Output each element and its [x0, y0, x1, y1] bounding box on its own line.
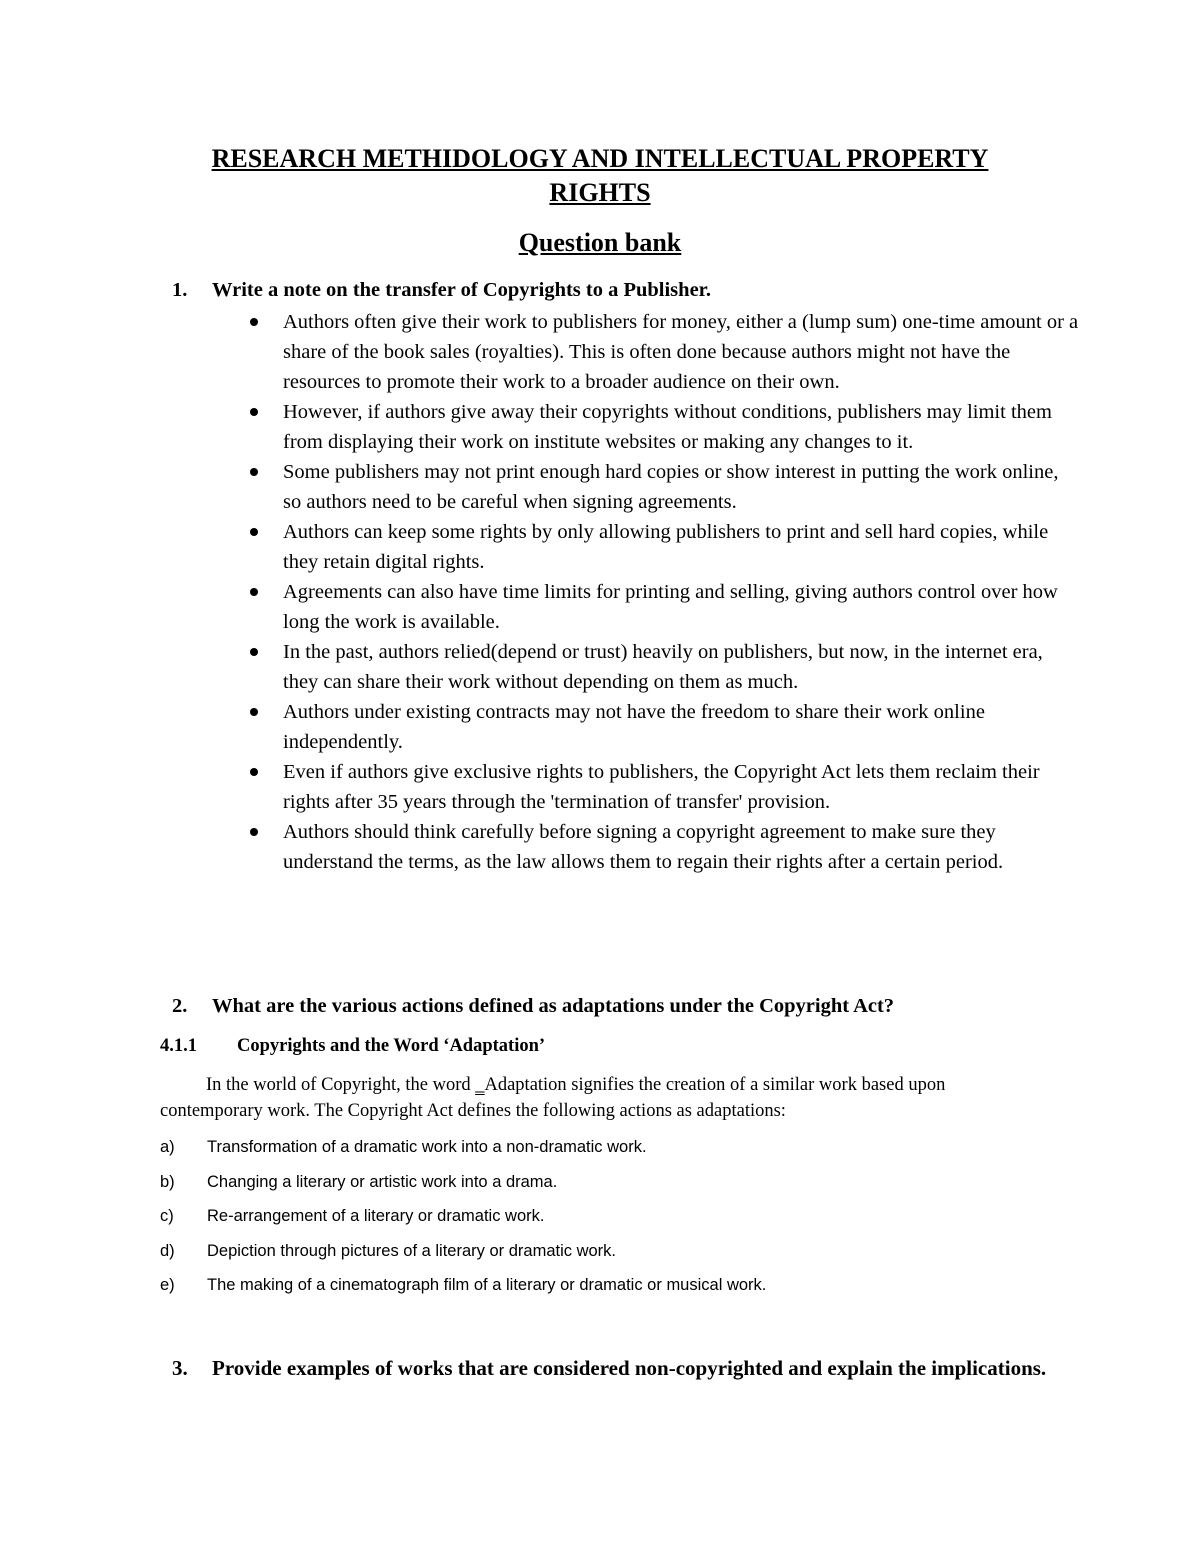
bullet-text: Agreements can also have time limits for printing and selling, giving authors control over how long the work is available. [283, 581, 1058, 633]
bullet-text: However, if authors give away their copyrights without conditions, publishers may limit them from displaying their work on institute websites or making any changes to it. [283, 401, 1052, 453]
list-item [250, 457, 1080, 517]
item-letter: d) [160, 1241, 175, 1260]
document-subtitle: Question bank [518, 228, 682, 257]
question-1-heading [172, 276, 711, 304]
document-title [150, 142, 1050, 210]
bullet-icon [250, 468, 258, 476]
bullet-text: Authors can keep some rights by only allowing publishers to print and sell hard copies, while they retain digital rights. [283, 521, 1049, 573]
item-text: Transformation of a dramatic work into a non-dramatic work. [207, 1138, 647, 1156]
bullet-icon [250, 828, 258, 836]
bullet-text: In the past, authors relied(depend or trust) heavily on publishers, but now, in the internet era, they can share their work without depending on them as much. [283, 641, 1043, 693]
question-3-text: Provide examples of works that are considered non-copyrighted and explain the implications. [212, 1356, 1047, 1380]
list-item [160, 1273, 766, 1308]
question-3-number: 3. [172, 1356, 188, 1380]
bullet-text: Some publishers may not print enough hard copies or show interest in putting the work online, so authors need to be careful when signing agreements. [283, 461, 1059, 513]
question-2-number: 2. [172, 995, 188, 1017]
list-item [250, 817, 1080, 877]
item-text: Changing a literary or artistic work into a drama. [207, 1172, 558, 1191]
question-1-text: Write a note on the transfer of Copyrights to a Publisher. [212, 279, 712, 301]
list-item [250, 517, 1080, 577]
section-number: 4.1.1 [160, 1036, 197, 1056]
item-letter: b) [160, 1172, 175, 1191]
list-item [250, 757, 1080, 817]
bullet-icon [250, 708, 258, 716]
title-line-2: RIGHTS [549, 178, 651, 207]
title-line-1: RESEARCH METHIDOLOGY AND INTELLECTUAL PROPERTY [211, 144, 989, 173]
list-item [160, 1239, 766, 1274]
bullet-icon [250, 318, 258, 326]
question-1-bullet-list [250, 307, 1080, 877]
bullet-text: Even if authors give exclusive rights to publishers, the Copyright Act lets them reclaim their rights after 35 years through the 'termination of transfer' provision. [283, 761, 1040, 813]
item-letter: a) [160, 1138, 175, 1156]
list-item [250, 307, 1080, 397]
bullet-text: Authors should think carefully before signing a copyright agreement to make sure they understand the terms, as the law allows them to regain their rights after a certain period. [283, 821, 1004, 873]
list-item [160, 1135, 766, 1170]
section-title: Copyrights and the Word ‘Adaptation’ [237, 1036, 546, 1056]
item-text: Depiction through pictures of a literary or dramatic work. [207, 1241, 617, 1260]
question-2-text: What are the various actions defined as adaptations under the Copyright Act? [212, 995, 895, 1017]
list-item [160, 1204, 766, 1239]
list-item [250, 697, 1080, 757]
item-text: The making of a cinematograph film of a literary or dramatic or musical work. [207, 1276, 767, 1294]
list-item [160, 1170, 766, 1205]
question-2-heading [172, 992, 894, 1020]
bullet-icon [250, 528, 258, 536]
list-item [250, 397, 1080, 457]
item-letter: e) [160, 1276, 175, 1294]
bullet-icon [250, 768, 258, 776]
section-heading [160, 1036, 545, 1057]
bullet-icon [250, 408, 258, 416]
bullet-icon [250, 648, 258, 656]
item-text: Re-arrangement of a literary or dramatic work. [207, 1207, 545, 1225]
question-3-heading [172, 1353, 1062, 1383]
item-letter: c) [160, 1207, 174, 1225]
question-1-number: 1. [172, 279, 188, 301]
adaptation-paragraph: In the world of Copyright, the word ‗Adaptation signifies the creation of a similar work based upon contemporary work. The Copyright Act defines the following actions as adaptations: [160, 1075, 946, 1121]
adaptation-list [160, 1135, 766, 1308]
bullet-icon [250, 588, 258, 596]
bullet-text: Authors under existing contracts may not have the freedom to share their work online independently. [283, 701, 985, 753]
list-item [250, 577, 1080, 637]
bullet-text: Authors often give their work to publishers for money, either a (lump sum) one-time amount or a share of the book sales (royalties). This is often done because authors might not have the resources to promote their work to a broader audience on their own. [283, 311, 1079, 393]
list-item [250, 637, 1080, 697]
